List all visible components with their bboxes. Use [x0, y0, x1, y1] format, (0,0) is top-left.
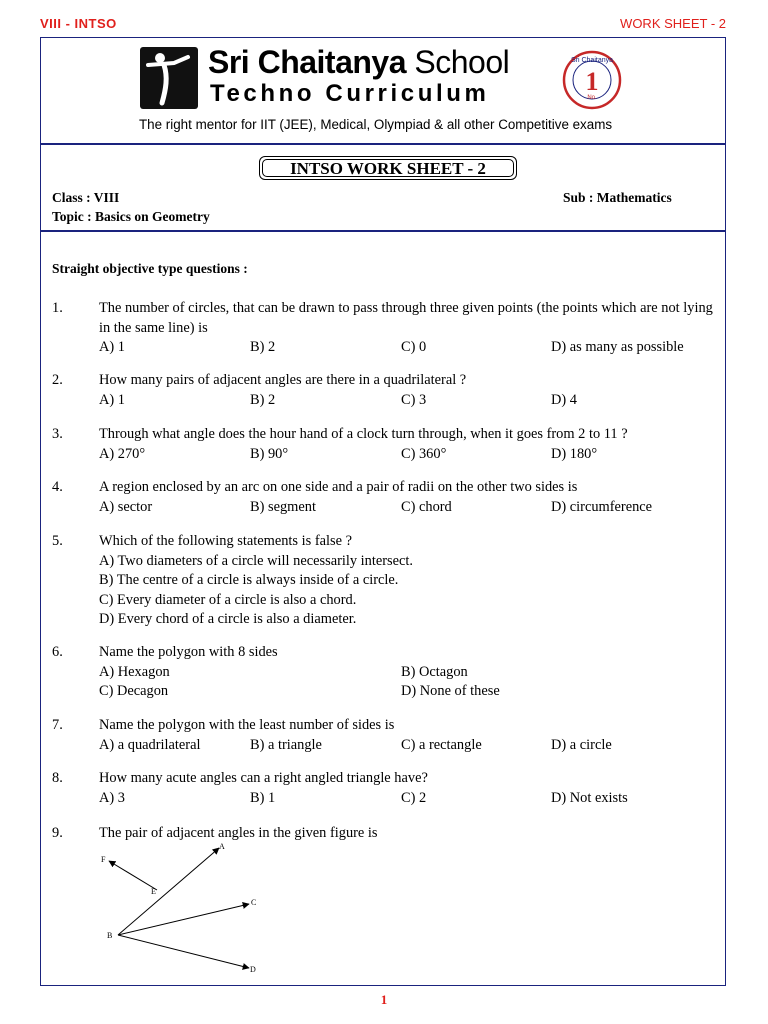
question-text: The number of circles, that can be drawn to pass through three given points (the points which are not lying in the same line) is: [99, 300, 713, 336]
option-d: D) circumference: [551, 498, 653, 515]
question-number: 4.: [52, 479, 63, 495]
number-one-seal: [562, 50, 622, 110]
runner-logo-icon: [140, 47, 198, 109]
running-header-class: VIII - INTSO: [40, 16, 117, 31]
page-number: 1: [380, 992, 388, 1007]
options-row: [99, 338, 719, 358]
label-c: C: [251, 898, 257, 907]
option-d: D) 4: [551, 391, 577, 408]
worksheet-title-box: [259, 156, 517, 180]
option-b: B) segment: [250, 498, 316, 515]
ray-bc: [118, 904, 249, 935]
question-number: 6.: [52, 644, 63, 660]
question-number: 7.: [52, 717, 63, 733]
curriculum-name: Techno Curriculum: [210, 80, 490, 107]
option-c: C) Decagon: [99, 683, 169, 699]
label-e: E: [151, 887, 156, 896]
option-b: B) a triangle: [250, 736, 322, 753]
running-header-worksheet: WORK SHEET - 2: [620, 16, 726, 31]
question-text: Name the polygon with 8 sides: [99, 644, 278, 660]
question-text: The pair of adjacent angles in the given figure is: [99, 825, 378, 841]
option-b: B) Octagon: [401, 663, 468, 680]
question-text: Name the polygon with the least number of sides is: [99, 717, 395, 733]
options-row: [99, 445, 719, 465]
ray-ba: [118, 848, 219, 935]
question-number: 8.: [52, 770, 63, 786]
school-logo: [140, 47, 198, 109]
seal-text: Sri Chaitanya: [570, 57, 614, 64]
label-b: B: [107, 931, 113, 940]
school-name-bold: Sri Chaitanya: [208, 44, 407, 80]
question-text: Through what angle does the hour hand of a clock turn through, when it goes from 2 to 11 ?: [99, 426, 628, 442]
label-a: A: [219, 842, 225, 851]
option-c: C) 0: [401, 339, 427, 355]
option-c: C) chord: [401, 498, 452, 515]
question-text: How many acute angles can a right angled triangle have?: [99, 770, 428, 786]
option-b: B) 2: [250, 391, 276, 408]
meta-divider: [40, 230, 726, 232]
question-text: How many pairs of adjacent angles are there in a quadrilateral ?: [99, 372, 467, 388]
class-label: Class : VIII: [52, 190, 120, 205]
school-tagline: The right mentor for IIT (JEE), Medical, Olympiad & all other Competitive exams: [139, 117, 613, 132]
question-text: Which of the following statements is false ?: [99, 533, 352, 549]
options-row: [99, 682, 719, 702]
option-a: A) 1: [99, 339, 125, 355]
question-number: 9.: [52, 825, 63, 841]
option-b: B) 1: [250, 789, 276, 806]
option-a: A) Hexagon: [99, 663, 170, 680]
options-row: [99, 736, 719, 756]
statement-c: C) Every diameter of a circle is also a chord.: [99, 591, 357, 608]
option-d: D) Not exists: [551, 789, 628, 806]
option-c: C) 360°: [401, 445, 447, 462]
options-row: [99, 663, 719, 683]
option-a: A) 1: [99, 391, 125, 408]
option-d: D) 180°: [551, 445, 598, 462]
option-d: D) as many as possible: [551, 339, 684, 355]
topic-label: Topic : Basics on Geometry: [52, 209, 210, 224]
option-d: D) a circle: [551, 736, 612, 753]
option-c: C) 2: [401, 789, 427, 806]
label-f: F: [101, 855, 106, 864]
options-row: [99, 789, 719, 809]
question-number: 3.: [52, 426, 63, 442]
ray-bd: [118, 935, 249, 968]
question-number: 2.: [52, 372, 63, 388]
option-a: A) a quadrilateral: [99, 736, 201, 753]
seal-badge-icon: [562, 50, 622, 110]
worksheet-title: INTSO WORK SHEET - 2: [262, 159, 514, 177]
question-number: 5.: [52, 533, 63, 549]
option-c: C) a rectangle: [401, 736, 482, 753]
option-b: B) 2: [250, 339, 276, 355]
option-d: D) None of these: [401, 683, 500, 699]
options-row: [99, 498, 719, 518]
option-a: A) 270°: [99, 445, 146, 462]
statement-a: A) Two diameters of a circle will necessarily intersect.: [99, 552, 414, 569]
question-text: A region enclosed by an arc on one side and a pair of radii on the other two sides is: [99, 479, 578, 495]
seal-no: No.: [587, 95, 597, 101]
school-name-light: School: [406, 44, 510, 80]
options-row: [99, 391, 719, 411]
option-a: A) sector: [99, 498, 153, 515]
option-b: B) 90°: [250, 445, 289, 462]
subject-label: Sub : Mathematics: [563, 190, 672, 205]
statement-b: B) The centre of a circle is always inside of a circle.: [99, 572, 399, 588]
section-heading: Straight objective type questions :: [52, 261, 248, 276]
seal-number: 1: [585, 67, 599, 96]
school-name: [208, 44, 509, 80]
option-c: C) 3: [401, 391, 427, 408]
ray-ef: [109, 861, 157, 890]
option-a: A) 3: [99, 789, 125, 806]
header-divider: [40, 143, 726, 145]
question-number: 1.: [52, 300, 63, 316]
statement-d: D) Every chord of a circle is also a diameter.: [99, 611, 357, 627]
adjacent-angles-figure: [95, 838, 275, 978]
label-d: D: [250, 965, 256, 974]
